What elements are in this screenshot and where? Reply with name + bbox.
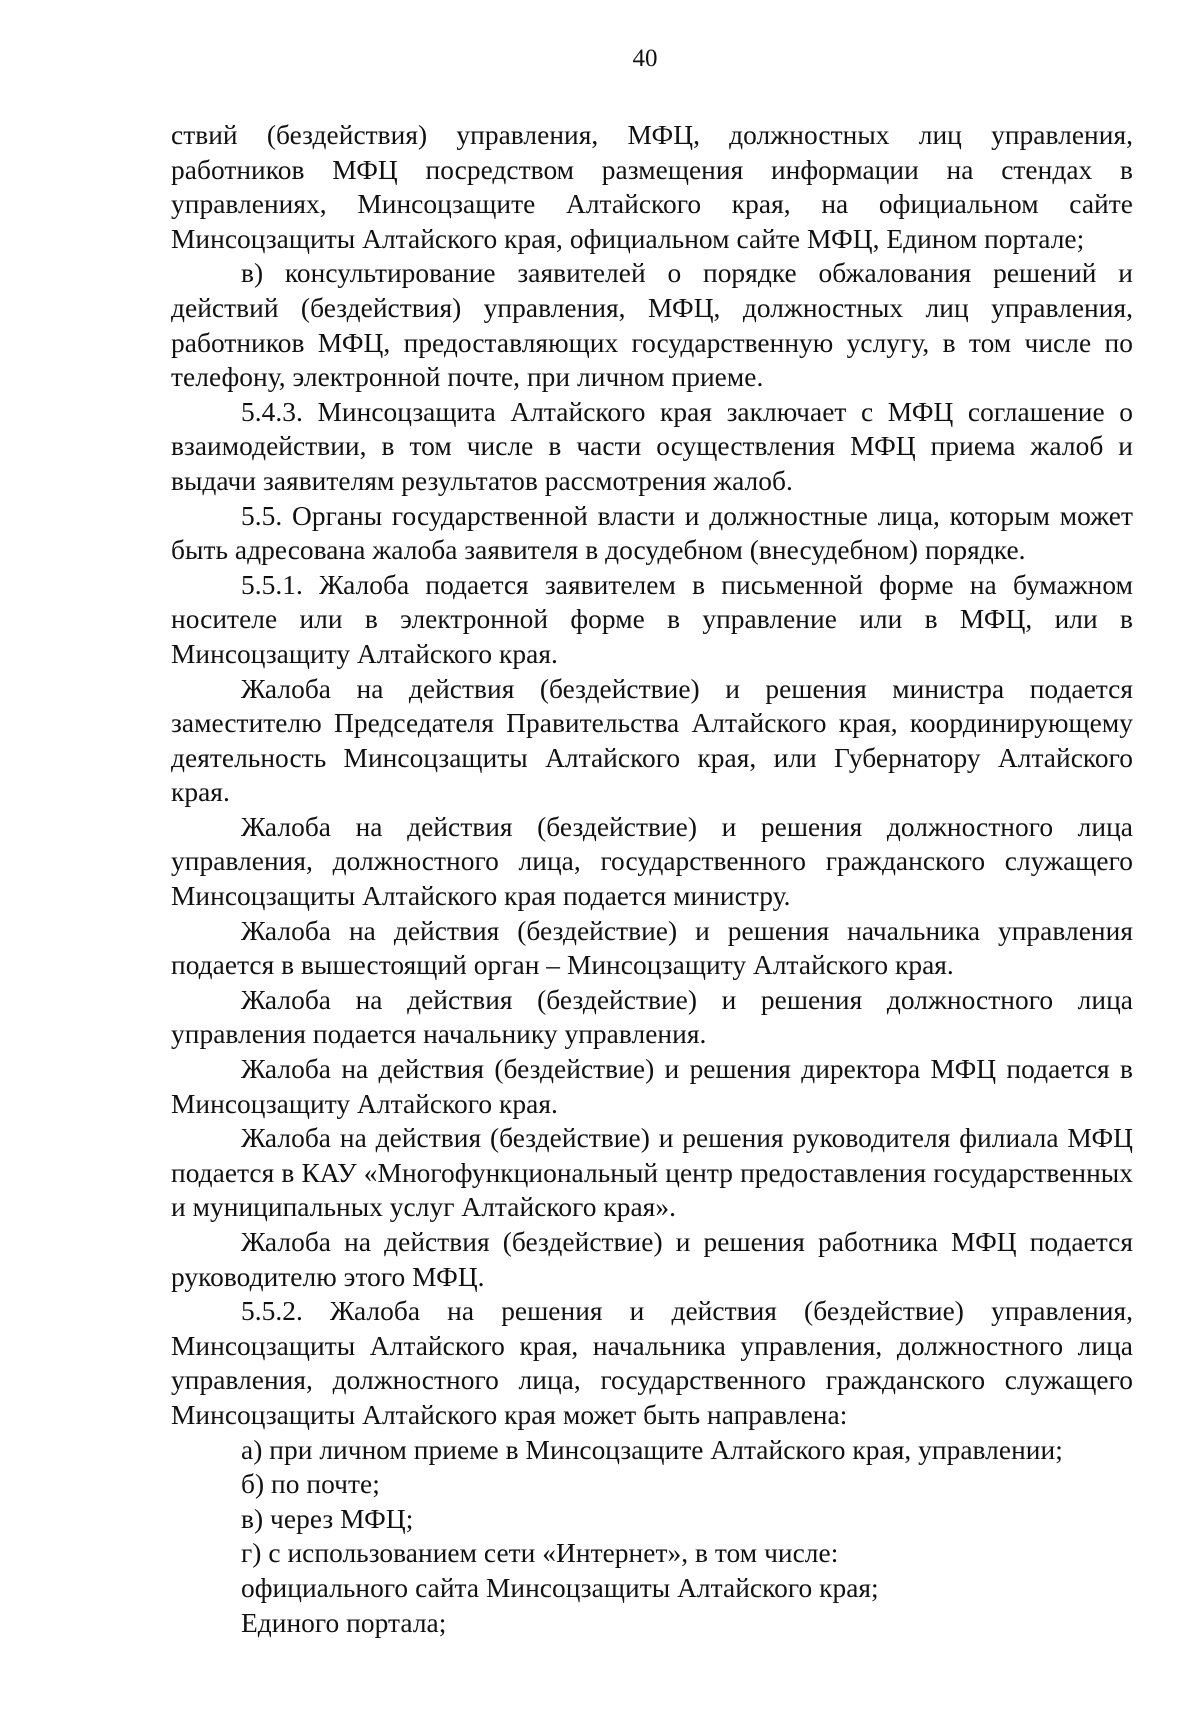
list-item-v: в) через МФЦ; (241, 1503, 414, 1534)
list-subitem-unified-portal: Единого портала; (241, 1607, 447, 1638)
list-item-b: б) по почте; (241, 1469, 380, 1500)
paragraph-continuation: ствий (бездействия) управления, МФЦ, должностных лиц управления, работников МФЦ посредством размещения информации на стендах в управлениях, Минсоцзащите Алтайского края, на официальном сайте Минсоцзащиты Алтайского края, официальном сайте МФЦ, Едином портале; (171, 120, 1133, 254)
paragraph-5-5-2: 5.5.2. Жалоба на решения и действия (бездействие) управления, Минсоцзащиты Алтайского края, начальника управления, должностного лица управления, должностного лица, государственного гражданского служащего Минсоцзащиты Алтайского края может быть направлена: (171, 1296, 1133, 1430)
list-item-a: а) при личном приеме в Минсоцзащите Алтайского края, управлении; (241, 1434, 1063, 1465)
paragraph-5-4-3: 5.4.3. Минсоцзащита Алтайского края заключает с МФЦ соглашение о взаимодействии, в том числе в части осуществления МФЦ приема жалоб и выдачи заявителям результатов рассмотрения жалоб. (171, 396, 1133, 496)
paragraph-5-5: 5.5. Органы государственной власти и должностные лица, которым может быть адресована жалоба заявителя в досудебном (внесудебном) порядке. (171, 500, 1133, 566)
list-subitem-official-site: официального сайта Минсоцзащиты Алтайского края; (241, 1572, 879, 1603)
paragraph-complaint-official: Жалоба на действия (бездействие) и решения должностного лица управления, должностного лица, государственного гражданского служащего Минсоцзащиты Алтайского края подается министру. (171, 811, 1133, 912)
page-number: 40 (632, 45, 658, 72)
paragraph-complaint-mfc-worker: Жалоба на действия (бездействие) и решения работника МФЦ подается руководителю этого МФЦ. (171, 1227, 1133, 1292)
paragraph-5-5-1: 5.5.1. Жалоба подается заявителем в письменной форме на бумажном носителе или в электронной форме в управление или в МФЦ, или в Минсоцзащиту Алтайского края. (171, 569, 1133, 669)
paragraph-complaint-branch-head: Жалоба на действия (бездействие) и решения руководителя филиала МФЦ подается в КАУ «Многофункциональный центр предоставления государственных и муниципальных услуг Алтайского края». (171, 1123, 1133, 1223)
paragraph-complaint-department-official: Жалоба на действия (бездействие) и решения должностного лица управления подается начальнику управления. (171, 984, 1133, 1050)
list-item-g: г) с использованием сети «Интернет», в том числе: (241, 1538, 839, 1569)
paragraph-complaint-mfc-director: Жалоба на действия (бездействие) и решения директора МФЦ подается в Минсоцзащиту Алтайского края. (171, 1054, 1133, 1119)
paragraph-complaint-minister: Жалоба на действия (бездействие) и решения министра подается заместителю Председателя Правительства Алтайского края, координирующему деятельность Минсоцзащиты Алтайского края, или Губернатору Алтайского края. (171, 673, 1133, 808)
document-body (171, 118, 1133, 1640)
paragraph-complaint-head: Жалоба на действия (бездействие) и решения начальника управления подается в вышестоящий орган – Минсоцзащиту Алтайского края. (171, 915, 1133, 981)
paragraph-consultation: в) консультирование заявителей о порядке обжалования решений и действий (бездействия) управления, МФЦ, должностных лиц управления, работников МФЦ, предоставляющих государственную услугу, в том числе по телефону, электронной почте, при личном приеме. (171, 258, 1133, 393)
